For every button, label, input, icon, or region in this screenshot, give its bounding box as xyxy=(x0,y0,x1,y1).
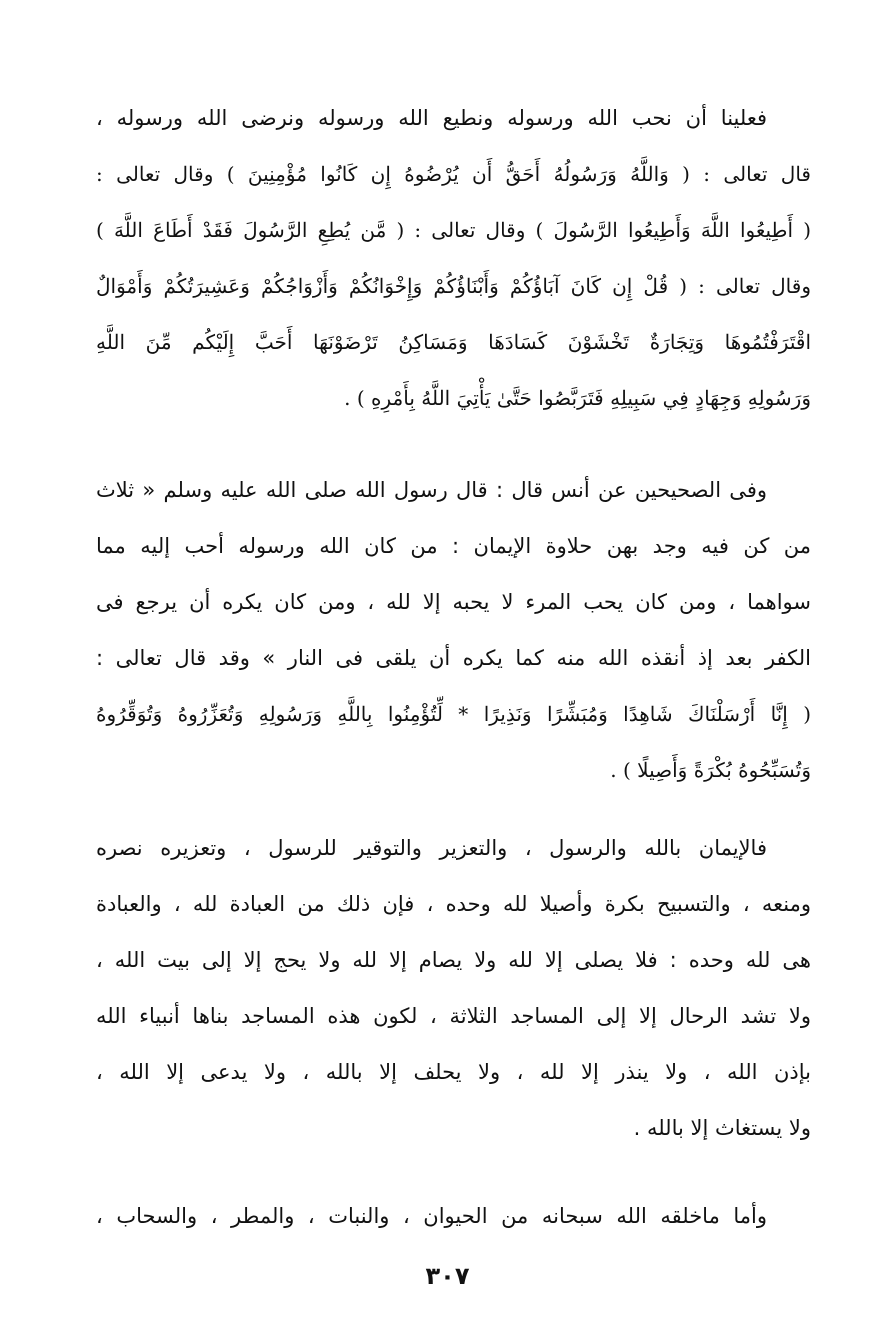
text-line: ومنعه ، والتسبيح بكرة وأصيلا لله وحده ، فإن ذلك من العبادة لله ، والعبادة xyxy=(96,892,811,916)
text-line: اقْتَرَفْتُمُوهَا وَتِجَارَةٌ تَخْشَوْنَ كَسَادَهَا وَمَسَاكِنُ تَرْضَوْنَهَا أَحَبَّ إِلَيْكُم مِّنَ اللَّهِ xyxy=(96,330,811,354)
text-line: قال تعالى : ( وَاللَّهُ وَرَسُولُهُ أَحَقُّ أَن يُرْضُوهُ إِن كَانُوا مُؤْمِنِينَ ) وقال تعالى : xyxy=(96,162,811,186)
text-line: وقال تعالى : ( قُلْ إِن كَانَ آبَاؤُكُمْ وَأَبْنَاؤُكُمْ وَإِخْوَانُكُمْ وَأَزْوَاجُكُمْ وَعَشِيرَتُكُمْ وَأَمْوَالٌ xyxy=(96,274,811,298)
text-line: بإذن الله ، ولا ينذر إلا لله ، ولا يحلف إلا بالله ، ولا يدعى إلا الله ، xyxy=(96,1060,811,1084)
text-line: ( إِنَّا أَرْسَلْنَاكَ شَاهِدًا وَمُبَشِّرًا وَنَذِيرًا * لِّتُؤْمِنُوا بِاللَّهِ وَرَسُولِهِ وَتُعَزِّرُوهُ وَتُوَقِّرُوهُ xyxy=(96,702,811,726)
text-line: من كن فيه وجد بهن حلاوة الإيمان : من كان الله ورسوله أحب إليه مما xyxy=(96,534,811,558)
paragraph-1 xyxy=(96,90,811,426)
text-line: ( أَطِيعُوا اللَّهَ وَأَطِيعُوا الرَّسُولَ ) وقال تعالى : ( مَّن يُطِعِ الرَّسُولَ فَقَدْ أَطَاعَ اللَّهَ ) xyxy=(96,218,811,242)
text-line: هى لله وحده : فلا يصلى إلا لله ولا يصام إلا لله ولا يحج إلا إلى بيت الله ، xyxy=(96,948,811,972)
text-line: ولا تشد الرحال إلا إلى المساجد الثلاثة ، لكون هذه المساجد بناها أنبياء الله xyxy=(96,1004,811,1028)
text-line: وَتُسَبِّحُوهُ بُكْرَةً وَأَصِيلًا ) . xyxy=(610,758,811,782)
paragraph-3 xyxy=(96,820,811,1156)
text-line: سواهما ، ومن كان يحب المرء لا يحبه إلا لله ، ومن كان يكره أن يرجع فى xyxy=(96,590,811,614)
text-line: ولا يستغاث إلا بالله . xyxy=(633,1116,811,1140)
text-line: وَرَسُولِهِ وَجِهَادٍ فِي سَبِيلِهِ فَتَرَبَّصُوا حَتَّىٰ يَأْتِيَ اللَّهُ بِأَمْرِهِ ) . xyxy=(344,386,811,410)
text-line: وأما ماخلقه الله سبحانه من الحيوان ، والنبات ، والمطر ، والسحاب ، xyxy=(96,1204,767,1228)
paragraph-4 xyxy=(96,1188,811,1244)
text-line: الكفر بعد إذ أنقذه الله منه كما يكره أن يلقى فى النار » وقد قال تعالى : xyxy=(96,646,811,670)
text-line: فعلينا أن نحب الله ورسوله ونطيع الله ورسوله ونرضى الله ورسوله ، xyxy=(96,106,767,130)
page-number: ٣٠٧ xyxy=(425,1262,470,1290)
text-line: وفى الصحيحين عن أنس قال : قال رسول الله صلى الله عليه وسلم « ثلاث xyxy=(96,478,767,502)
paragraph-2 xyxy=(96,462,811,798)
text-line: فالإيمان بالله والرسول ، والتعزير والتوقير للرسول ، وتعزيره نصره xyxy=(96,836,767,860)
